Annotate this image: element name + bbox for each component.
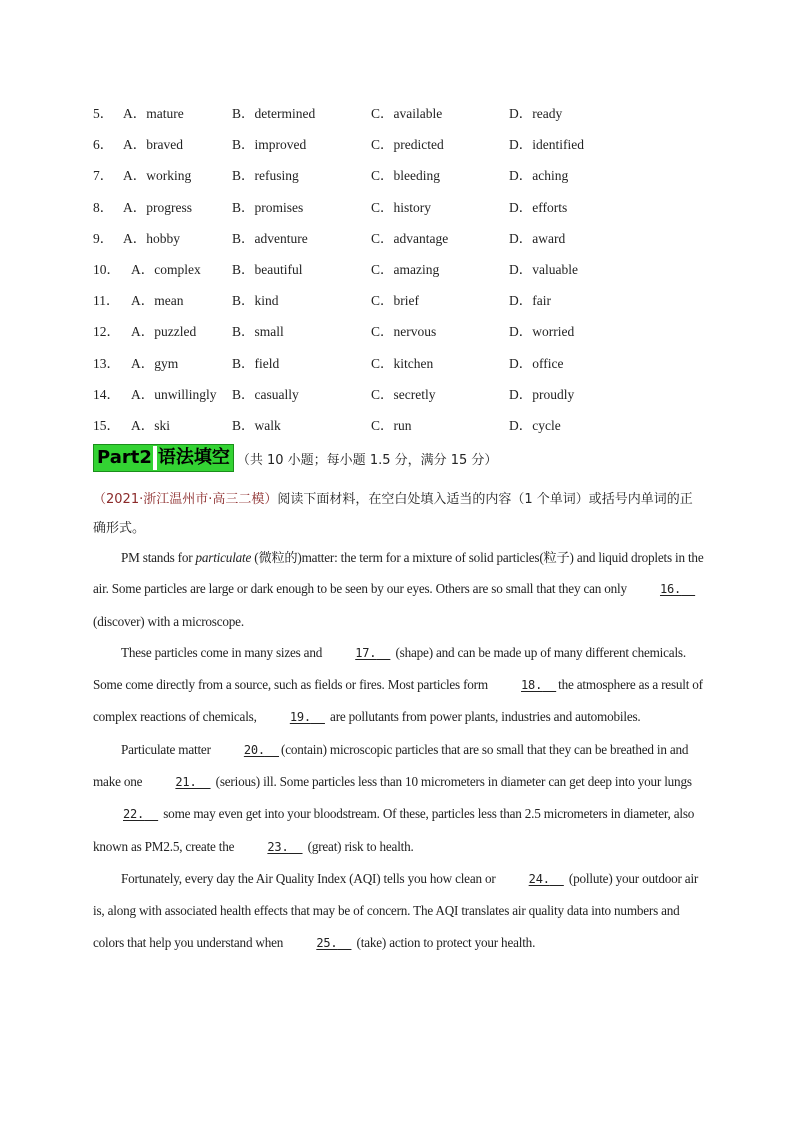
option-d: D．worried	[509, 324, 575, 340]
option-c: C．secretly	[371, 386, 436, 402]
option-b: B．improved	[232, 137, 307, 153]
option-row	[93, 285, 713, 316]
blank-21[interactable]: 21.	[175, 775, 197, 790]
paragraph-1: PM stands for particulate (微粒的)matter: the term for a mixture of solid particles(粒子) and liquid droplets in the air. Some particles are large or dark enough to be seen by our eyes. Others are so small that they can only 16. (discover) with a microscope.	[93, 550, 704, 629]
option-b: B．casually	[232, 386, 299, 402]
blank-25[interactable]: 25.	[316, 935, 338, 950]
option-c: C．brief	[371, 293, 419, 309]
part-number: Part2	[97, 447, 152, 468]
option-d: D．fair	[509, 293, 551, 309]
option-b: B．adventure	[232, 230, 308, 246]
option-b: B．determined	[232, 106, 316, 121]
option-a: A．complex	[131, 261, 201, 277]
option-d: D．ready	[509, 106, 563, 121]
option-a: A．mature	[123, 106, 184, 121]
option-c: C．history	[371, 199, 432, 215]
question-number: 10．	[93, 261, 120, 277]
option-c: C．amazing	[371, 261, 440, 277]
option-a: A．braved	[123, 137, 183, 153]
option-d: D．valuable	[509, 261, 578, 277]
blank-23[interactable]: 23.	[267, 839, 289, 854]
option-row	[93, 129, 713, 160]
option-row	[93, 192, 713, 223]
options-list	[93, 98, 713, 441]
option-c: C．bleeding	[371, 168, 440, 184]
option-c: C．advantage	[371, 230, 449, 246]
option-d: D．proudly	[509, 386, 575, 402]
option-d: D．identified	[509, 137, 584, 153]
option-b: B．refusing	[232, 168, 299, 184]
blank-20[interactable]: 20.	[243, 742, 265, 757]
blank-17[interactable]: 17.	[355, 645, 377, 660]
option-row	[93, 379, 713, 410]
option-a: A．puzzled	[131, 324, 197, 340]
option-b: B．kind	[232, 293, 279, 309]
part-title: 语法填空	[157, 447, 230, 468]
option-d: D．cycle	[509, 417, 561, 433]
section-heading	[93, 444, 497, 472]
instruction	[93, 485, 703, 543]
option-row	[93, 223, 713, 254]
blank-19[interactable]: 19.	[289, 710, 311, 725]
scoring-note: （共 10 小题；每小题 1.5 分，满分 15 分）	[236, 452, 498, 468]
option-row	[93, 410, 713, 441]
paragraph-4: Fortunately, every day the Air Quality Index (AQI) tells you how clean or 24. (pollute) your outdoor air is, along with associated health effects that may be of concern. The AQI translates air quality data into numbers and colors that help you understand when 25. (take) action to protect your health.	[93, 863, 705, 959]
question-number: 12．	[93, 324, 120, 340]
option-c: C．nervous	[371, 324, 437, 340]
option-d: D．office	[509, 355, 564, 371]
option-c: C．predicted	[371, 137, 444, 153]
option-row	[93, 98, 713, 129]
option-row	[93, 254, 713, 285]
paragraph-3: Particulate matter 20. (contain) microscopic particles that are so small that they can be breathed in and make one 21. (serious) ill. Some particles less than 10 micrometers in diameter can get deep into your lungs 22. some may even get into your bloodstream. Of these, particles less than 2.5 micrometers in diameter, also known as PM2.5, create the 23. (great) risk to health.	[93, 734, 705, 863]
question-number: 9．	[93, 230, 114, 246]
question-number: 8．	[93, 199, 114, 215]
option-a: A．unwillingly	[131, 386, 217, 402]
option-a: A．ski	[131, 417, 171, 433]
option-a: A．mean	[131, 293, 184, 309]
question-number: 11．	[93, 293, 120, 309]
instruction-text: 阅读下面材料，在空白处填入适当的内容（1 个单词）或括号内单词的正确形式。	[93, 492, 693, 536]
option-b: B．walk	[232, 417, 281, 433]
paragraph-2: These particles come in many sizes and 17. (shape) and can be made up of many different chemicals. Some come directly from a source, such as fields or fires. Most particles form 18. the atmosphere as a result of complex reactions of chemicals, 19. are pollutants from power plants, industries and automobiles.	[93, 637, 705, 734]
option-row	[93, 160, 713, 191]
option-b: B．small	[232, 324, 284, 340]
option-c: C．kitchen	[371, 355, 434, 371]
part-badge	[93, 444, 234, 472]
option-a: A．working	[123, 168, 192, 184]
question-number: 13．	[93, 355, 120, 371]
option-row	[93, 316, 713, 347]
blank-16[interactable]: 16.	[659, 582, 682, 597]
blank-18[interactable]: 18.	[521, 678, 543, 693]
option-d: D．efforts	[509, 199, 568, 215]
source-citation: （2021·浙江温州市·高三二模）	[93, 492, 278, 507]
option-a: A．progress	[123, 199, 192, 215]
reading-passage	[93, 542, 705, 959]
option-b: B．beautiful	[232, 261, 303, 277]
option-b: B．field	[232, 355, 280, 371]
option-row	[93, 348, 713, 379]
option-a: A．gym	[131, 355, 179, 371]
option-c: C．available	[371, 106, 443, 121]
blank-24[interactable]: 24.	[528, 871, 550, 886]
question-number: 6．	[93, 137, 114, 153]
option-a: A．hobby	[123, 230, 180, 246]
blank-22[interactable]: 22.	[123, 807, 145, 822]
question-number: 5．	[93, 106, 114, 121]
question-number: 7．	[93, 168, 114, 184]
option-c: C．run	[371, 417, 412, 433]
question-number: 14．	[93, 386, 120, 402]
option-d: D．award	[509, 230, 566, 246]
option-b: B．promises	[232, 199, 304, 215]
question-number: 15．	[93, 417, 120, 433]
option-d: D．aching	[509, 168, 569, 184]
